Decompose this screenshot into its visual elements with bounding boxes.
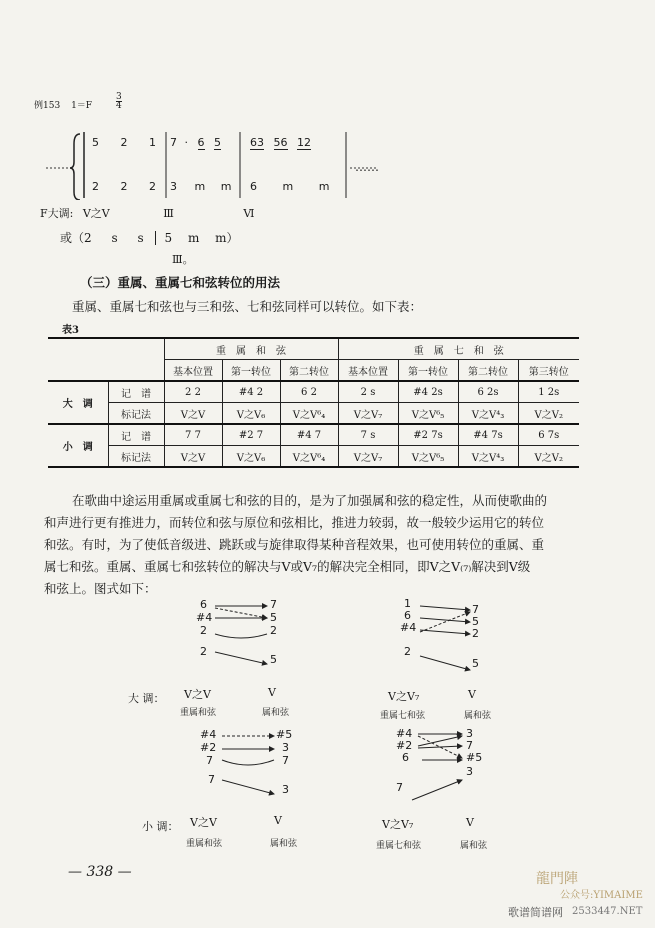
chord-label: V之V — [184, 688, 211, 701]
table-cell: #4 7s — [458, 424, 518, 446]
example-number: 例153 — [34, 101, 61, 111]
time-signature: 3 4 — [116, 92, 122, 111]
row-label: 记 谱 — [108, 424, 164, 446]
table-cell: 2 s — [338, 381, 398, 403]
chord-sublabel: 重属和弦 — [180, 708, 217, 718]
group-header-seventh: 重 属 七 和 弦 — [338, 338, 579, 360]
table-header-row-1 — [48, 338, 579, 360]
chord-label: V — [466, 816, 474, 829]
minor-seventh-arrows — [406, 728, 474, 808]
table-cell: V之V — [164, 446, 222, 468]
table-row — [48, 424, 579, 446]
major-seventh-left-notes: 1 6 #4 2 — [400, 597, 417, 658]
chord-label: V — [274, 814, 282, 827]
table-cell: #4 7 — [280, 424, 338, 446]
paragraph-line: 和弦。有时，为了使低音级进、跳跃或与旋律取得某种音程效果，也可使用转位的重属、重 — [44, 537, 545, 552]
minor-seventh-left-notes: #4 #2 6 7 — [396, 727, 413, 794]
section-heading: （三）重属、重属七和弦转位的用法 — [80, 275, 281, 290]
chord-label: V之V₇ — [388, 690, 420, 703]
table-cell: V之V₇ — [338, 446, 398, 468]
minor-key-label: 小 调： — [142, 820, 179, 833]
lower-voice-measure-3: 6 m m — [250, 180, 330, 193]
table-cell: V之V⁴₃ — [458, 446, 518, 468]
table-cell: 7 s — [338, 424, 398, 446]
table-row — [48, 403, 579, 425]
alternative-line: 或（2 s s 5 m m） — [60, 231, 239, 245]
chord-sublabel: 属和弦 — [464, 711, 492, 721]
analysis-line: F大调: V之V Ⅲ Ⅵ — [40, 207, 255, 220]
chord-label: V — [468, 688, 476, 701]
major-triad-right-notes: 7 5 2 5 — [270, 598, 277, 666]
table-corner — [48, 338, 164, 381]
minor-triad-right-notes: #5 3 7 3 — [276, 728, 293, 796]
lower-voice-measure-1: 2 2 2 — [92, 180, 156, 193]
table-cell: V之V⁶₄ — [280, 446, 338, 468]
table-cell: V之V₇ — [338, 403, 398, 425]
minor-seventh-right-notes: 3 7 #5 3 — [466, 727, 483, 778]
row-group-major: 大 调 — [48, 381, 108, 424]
paragraph-line: 和弦上。图式如下： — [44, 581, 157, 596]
table-cell: 7 7 — [164, 424, 222, 446]
chord-label: V之V — [190, 816, 217, 829]
table-cell: V之V₂ — [518, 446, 579, 468]
table-label: 表3 — [62, 325, 79, 336]
row-label: 标记法 — [108, 446, 164, 468]
table-cell: V之V⁶₅ — [398, 446, 458, 468]
chord-sublabel: 属和弦 — [460, 841, 488, 851]
sub-header: 第一转位 — [398, 360, 458, 382]
continuation-dots: …… — [355, 160, 379, 174]
major-triad-arrows — [205, 600, 280, 670]
table-cell: 6 7s — [518, 424, 579, 446]
chord-sublabel: 属和弦 — [270, 839, 298, 849]
upper-voice-measure-2: 7 · 6 5 — [170, 136, 221, 149]
table-row — [48, 446, 579, 468]
chord-inversion-table — [48, 337, 579, 468]
sub-header: 基本位置 — [338, 360, 398, 382]
page-number: — 338 — — [68, 864, 132, 880]
chord-sublabel: 重属和弦 — [186, 839, 223, 849]
chord-label: V之V₇ — [382, 818, 414, 831]
section-intro: 重属、重属七和弦也与三和弦、七和弦同样可以转位。如下表： — [72, 299, 423, 314]
minor-triad-arrows — [210, 730, 286, 800]
major-triad-left-notes: 6 #4 2 2 — [196, 598, 213, 658]
watermark-text: 公众号:YIMAIME — [560, 890, 643, 901]
watermark-logo: 龍門陣 — [536, 871, 578, 887]
watermark-text: 歌谱简谱网 — [508, 906, 563, 919]
group-header-triad: 重 属 和 弦 — [164, 338, 338, 360]
sub-header: 第二转位 — [458, 360, 518, 382]
table-cell: V之V₆ — [222, 403, 280, 425]
major-seventh-arrows — [410, 600, 482, 676]
table-cell: V之V⁶₄ — [280, 403, 338, 425]
sub-header: 第二转位 — [280, 360, 338, 382]
chord-label: V — [268, 686, 276, 699]
watermark-text: 2533447.NET — [572, 906, 643, 917]
table-cell: #4 2s — [398, 381, 458, 403]
alternative-chord: Ⅲ。 — [172, 253, 194, 266]
table-cell: 6 2 — [280, 381, 338, 403]
table-cell: V之V⁴₃ — [458, 403, 518, 425]
chord-sublabel: 属和弦 — [262, 708, 290, 718]
row-group-minor: 小 调 — [48, 424, 108, 467]
table-cell: #2 7s — [398, 424, 458, 446]
major-key-label: 大 调： — [128, 692, 165, 705]
table-cell: #4 2 — [222, 381, 280, 403]
major-seventh-right-notes: 7 5 2 5 — [472, 603, 479, 670]
sub-header: 第三转位 — [518, 360, 579, 382]
chord-sublabel: 重属七和弦 — [376, 841, 422, 851]
table-cell: V之V₆ — [222, 446, 280, 468]
upper-voice-measure-1: 5 2 1 — [92, 136, 156, 149]
table-cell: V之V — [164, 403, 222, 425]
row-label: 记 谱 — [108, 381, 164, 403]
chord-sublabel: 重属七和弦 — [380, 711, 426, 721]
table-cell: 1 2s — [518, 381, 579, 403]
upper-voice-measure-3: 63 56 12 — [250, 136, 311, 149]
table-cell: 6 2s — [458, 381, 518, 403]
paragraph-line: 在歌曲中途运用重属或重属七和弦的目的，是为了加强属和弦的稳定性，从而使歌曲的 — [72, 493, 548, 508]
table-cell: 2 2 — [164, 381, 222, 403]
row-label: 标记法 — [108, 403, 164, 425]
table-row — [48, 381, 579, 403]
paragraph-line: 属七和弦。重属、重属七和弦转位的解决与V或V₇的解决完全相同，即V之V₍₇₎解决到V级 — [44, 559, 531, 574]
lower-voice-measure-2: 3 m m — [170, 180, 232, 193]
minor-triad-left-notes: #4 #2 7 7 — [200, 728, 217, 786]
paragraph-line: 和声进行更有推进力，而转位和弦与原位和弦相比，推进力较弱，故一般较少运用它的转位 — [44, 515, 545, 530]
table-cell: V之V₂ — [518, 403, 579, 425]
sub-header: 基本位置 — [164, 360, 222, 382]
key-signature: 1＝F — [71, 101, 93, 111]
table-cell: #2 7 — [222, 424, 280, 446]
table-cell: V之V⁶₅ — [398, 403, 458, 425]
sub-header: 第一转位 — [222, 360, 280, 382]
example-label — [34, 98, 92, 111]
